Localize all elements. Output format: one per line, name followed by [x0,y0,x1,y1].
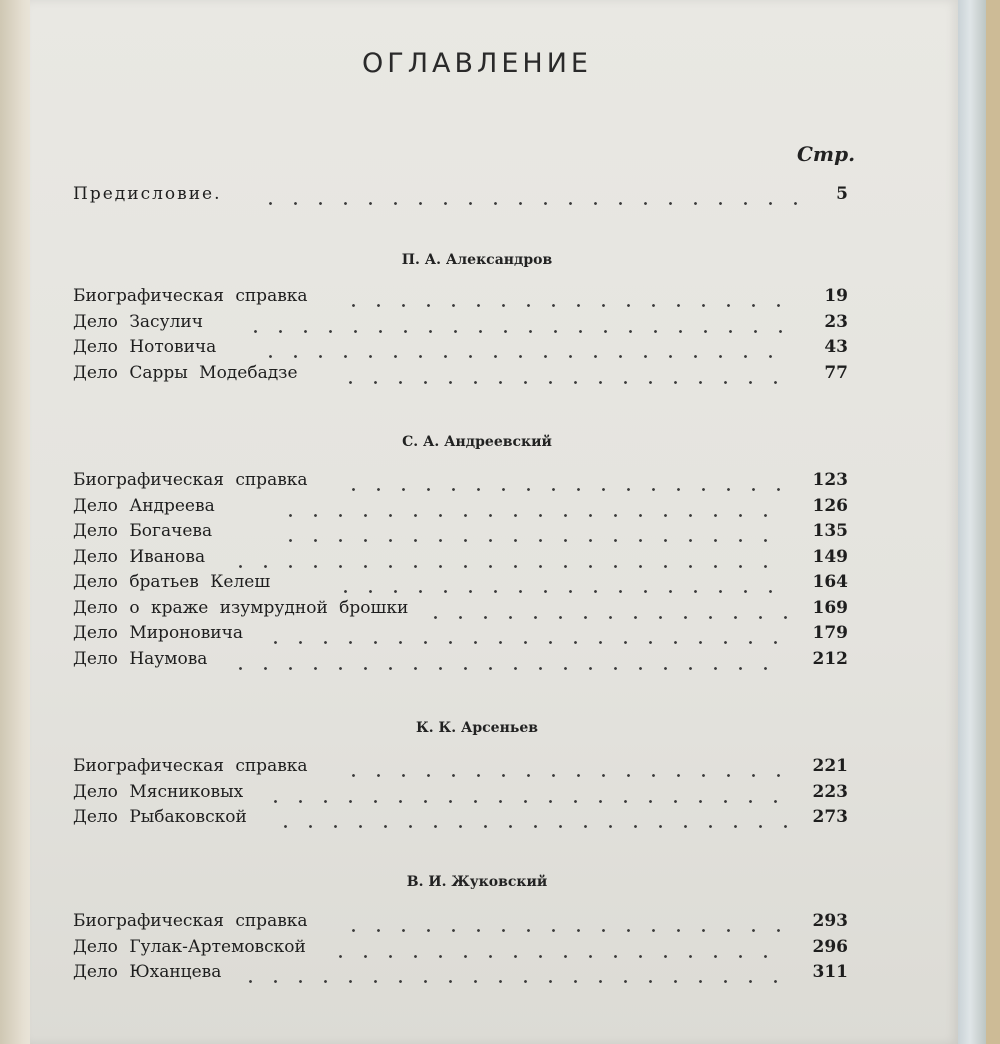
dot-leader [278,539,788,542]
entry-title: Биографическая справка [73,911,308,931]
toc-entry [73,962,848,988]
entry-page: 296 [812,937,848,957]
entry-title: Дело Мироновича [73,623,244,643]
dot-leader [263,800,788,803]
toc-entry [73,756,848,782]
entry-title: Биографическая справка [73,470,308,490]
entry-page: 293 [812,911,848,931]
entry-title: Дело Иванова [73,547,206,567]
dot-leader [333,590,788,593]
toc-entry [73,521,848,547]
dot-leader [423,616,788,619]
dot-leader [273,825,788,828]
toc-entry [73,598,848,624]
entry-title: Предисловие. [73,184,222,204]
entry-page: 164 [812,572,848,592]
toc-entry [73,337,848,363]
toc-entry [73,470,848,496]
entry-title: Дело Наумова [73,649,208,669]
entry-title: Биографическая справка [73,286,308,306]
entry-title: Дело братьев Келеш [73,572,271,592]
entry-page: 149 [812,547,848,567]
entry-page: 77 [824,363,848,383]
toc-entry [73,911,848,937]
entry-page: 135 [812,521,848,541]
toc-entry [73,649,848,675]
entry-page: 123 [812,470,848,490]
entry-page: 212 [812,649,848,669]
dot-leader [228,565,788,568]
toc-entry [73,807,848,833]
entry-title: Дело Андреева [73,496,215,516]
entry-title: Дело Юханцева [73,962,222,982]
section-author: В. И. Жуковский [406,874,548,890]
entry-page: 221 [812,756,848,776]
entry-title: Дело Нотовича [73,337,217,357]
section-author: К. К. Арсеньев [416,720,538,736]
cover-edge [958,0,988,1044]
toc-entry [73,496,848,522]
dot-leader [258,355,788,358]
entry-title: Дело Сарры Модебадзе [73,363,298,383]
toc-entry [73,623,848,649]
entry-page: 126 [812,496,848,516]
toc-entry [73,547,848,573]
entry-page: 311 [812,962,848,982]
dot-leader [341,304,788,307]
dot-leader [263,641,788,644]
toc-entry [73,937,848,963]
dot-leader [338,381,788,384]
dot-leader [328,955,788,958]
entry-page: 43 [824,337,848,357]
entry-page: 19 [824,286,848,306]
dot-leader [238,980,788,983]
entry-page: 5 [836,184,848,204]
toc-entry [73,312,848,338]
entry-title: Дело о краже изумрудной брошки [73,598,409,618]
background-edge [986,0,1000,1044]
page-heading: ОГЛАВЛЕНИЕ [362,48,592,79]
entry-title: Дело Гулак-Артемовской [73,937,306,957]
entry-page: 179 [812,623,848,643]
toc-entry [73,572,848,598]
entry-title: Дело Мясниковых [73,782,244,802]
dot-leader [341,774,788,777]
dot-leader [228,667,788,670]
preface-entry [73,184,848,210]
page-column-label: Стр. [797,142,856,166]
entry-page: 273 [812,807,848,827]
entry-title: Дело Рыбаковской [73,807,247,827]
toc-entry [73,363,848,389]
section-author: С. А. Андреевский [402,434,552,450]
dot-leader [243,330,788,333]
toc-entry [73,782,848,808]
dot-leader [278,514,788,517]
entry-title: Биографическая справка [73,756,308,776]
entry-title: Дело Богачева [73,521,213,541]
dot-leader [341,929,788,932]
entry-title: Дело Засулич [73,312,203,332]
entry-page: 169 [812,598,848,618]
section-author: П. А. Александров [401,252,553,268]
entry-page: 23 [824,312,848,332]
toc-entry [73,286,848,312]
dot-leader [341,488,788,491]
dot-leader [258,202,808,205]
entry-page: 223 [812,782,848,802]
